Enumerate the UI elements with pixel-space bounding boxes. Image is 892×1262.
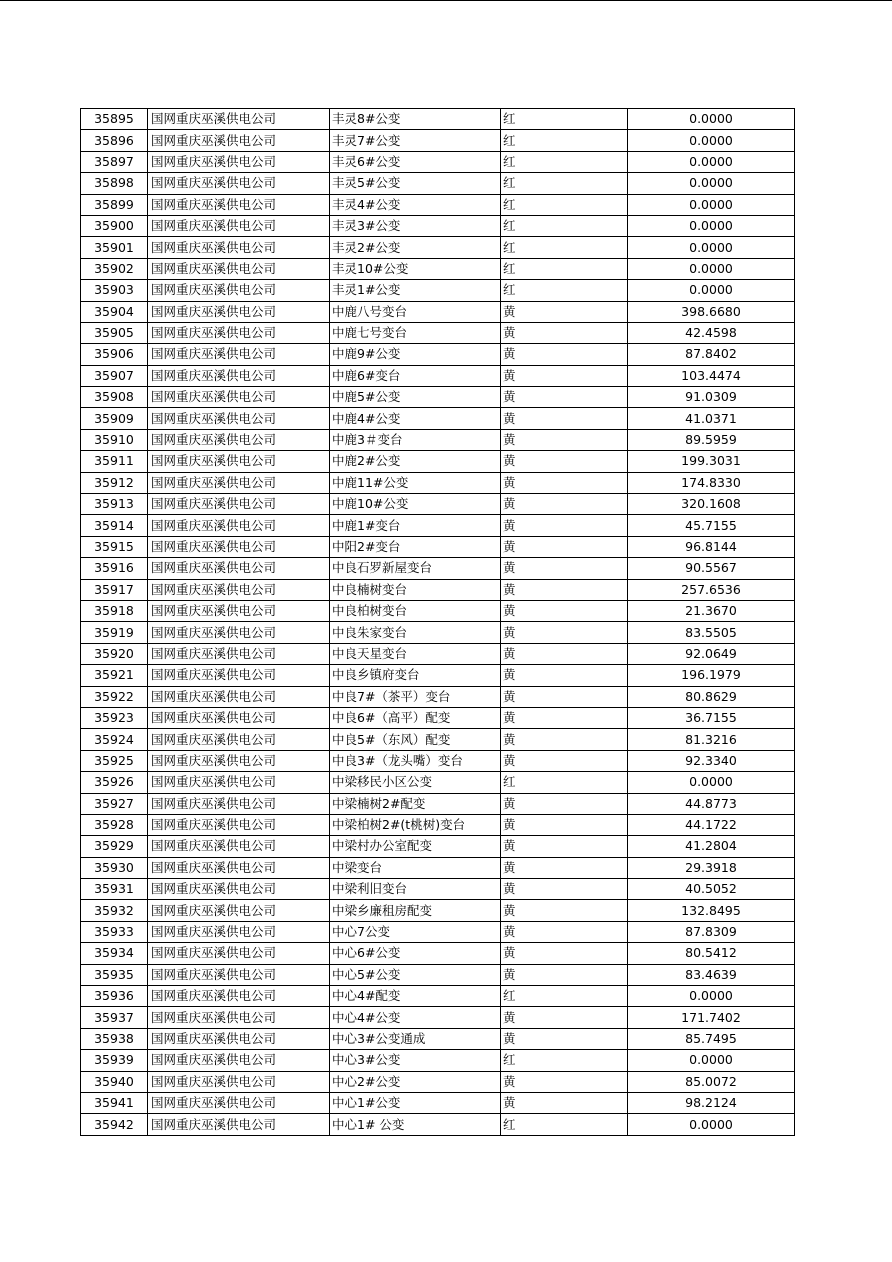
value-cell: 199.3031 xyxy=(628,451,795,472)
status-cell: 黄 xyxy=(501,622,628,643)
status-cell: 黄 xyxy=(501,579,628,600)
transformer-name-cell: 丰灵6#公变 xyxy=(330,151,501,172)
status-cell: 黄 xyxy=(501,1028,628,1049)
status-cell: 红 xyxy=(501,151,628,172)
table-row xyxy=(81,130,795,151)
table-row xyxy=(81,301,795,322)
value-cell: 98.2124 xyxy=(628,1092,795,1113)
org-cell: 国网重庆巫溪供电公司 xyxy=(148,900,330,921)
status-cell: 黄 xyxy=(501,879,628,900)
transformer-name-cell: 中良楠树变台 xyxy=(330,579,501,600)
status-cell: 红 xyxy=(501,1050,628,1071)
transformer-name-cell: 中梁利旧变台 xyxy=(330,879,501,900)
transformer-name-cell: 中鹿1#变台 xyxy=(330,515,501,536)
org-cell: 国网重庆巫溪供电公司 xyxy=(148,280,330,301)
status-cell: 红 xyxy=(501,215,628,236)
table-row xyxy=(81,194,795,215)
table-row xyxy=(81,986,795,1007)
value-cell: 90.5567 xyxy=(628,558,795,579)
data-table xyxy=(80,108,795,1136)
table-row xyxy=(81,879,795,900)
org-cell: 国网重庆巫溪供电公司 xyxy=(148,322,330,343)
value-cell: 41.2804 xyxy=(628,836,795,857)
value-cell: 80.8629 xyxy=(628,686,795,707)
row-id-cell: 35920 xyxy=(81,643,148,664)
transformer-name-cell: 中心1# 公变 xyxy=(330,1114,501,1135)
row-id-cell: 35941 xyxy=(81,1092,148,1113)
row-id-cell: 35906 xyxy=(81,344,148,365)
transformer-name-cell: 中梁变台 xyxy=(330,857,501,878)
value-cell: 21.3670 xyxy=(628,600,795,621)
transformer-name-cell: 中心5#公变 xyxy=(330,964,501,985)
value-cell: 0.0000 xyxy=(628,986,795,1007)
transformer-name-cell: 丰灵10#公变 xyxy=(330,258,501,279)
org-cell: 国网重庆巫溪供电公司 xyxy=(148,109,330,130)
org-cell: 国网重庆巫溪供电公司 xyxy=(148,173,330,194)
value-cell: 0.0000 xyxy=(628,151,795,172)
status-cell: 黄 xyxy=(501,643,628,664)
status-cell: 黄 xyxy=(501,793,628,814)
transformer-name-cell: 丰灵4#公变 xyxy=(330,194,501,215)
org-cell: 国网重庆巫溪供电公司 xyxy=(148,921,330,942)
table-row xyxy=(81,857,795,878)
table-row xyxy=(81,322,795,343)
transformer-name-cell: 丰灵7#公变 xyxy=(330,130,501,151)
status-cell: 红 xyxy=(501,986,628,1007)
status-cell: 黄 xyxy=(501,707,628,728)
org-cell: 国网重庆巫溪供电公司 xyxy=(148,750,330,771)
value-cell: 41.0371 xyxy=(628,408,795,429)
status-cell: 红 xyxy=(501,258,628,279)
transformer-name-cell: 中鹿3＃变台 xyxy=(330,429,501,450)
value-cell: 0.0000 xyxy=(628,772,795,793)
org-cell: 国网重庆巫溪供电公司 xyxy=(148,579,330,600)
row-id-cell: 35933 xyxy=(81,921,148,942)
org-cell: 国网重庆巫溪供电公司 xyxy=(148,451,330,472)
table-body xyxy=(81,109,795,1136)
status-cell: 黄 xyxy=(501,600,628,621)
org-cell: 国网重庆巫溪供电公司 xyxy=(148,1114,330,1135)
row-id-cell: 35932 xyxy=(81,900,148,921)
row-id-cell: 35909 xyxy=(81,408,148,429)
row-id-cell: 35914 xyxy=(81,515,148,536)
transformer-name-cell: 中良天星变台 xyxy=(330,643,501,664)
row-id-cell: 35927 xyxy=(81,793,148,814)
value-cell: 0.0000 xyxy=(628,215,795,236)
org-cell: 国网重庆巫溪供电公司 xyxy=(148,429,330,450)
org-cell: 国网重庆巫溪供电公司 xyxy=(148,814,330,835)
status-cell: 黄 xyxy=(501,451,628,472)
status-cell: 黄 xyxy=(501,1071,628,1092)
row-id-cell: 35919 xyxy=(81,622,148,643)
row-id-cell: 35911 xyxy=(81,451,148,472)
value-cell: 0.0000 xyxy=(628,1114,795,1135)
org-cell: 国网重庆巫溪供电公司 xyxy=(148,194,330,215)
transformer-name-cell: 中梁楠树2#配变 xyxy=(330,793,501,814)
status-cell: 红 xyxy=(501,1114,628,1135)
transformer-name-cell: 中心4#公变 xyxy=(330,1007,501,1028)
value-cell: 44.8773 xyxy=(628,793,795,814)
value-cell: 29.3918 xyxy=(628,857,795,878)
row-id-cell: 35931 xyxy=(81,879,148,900)
table-row xyxy=(81,536,795,557)
table-row xyxy=(81,579,795,600)
transformer-name-cell: 中鹿10#公变 xyxy=(330,494,501,515)
transformer-name-cell: 中鹿2#公变 xyxy=(330,451,501,472)
status-cell: 黄 xyxy=(501,472,628,493)
transformer-name-cell: 中良朱家变台 xyxy=(330,622,501,643)
status-cell: 黄 xyxy=(501,322,628,343)
table-row xyxy=(81,643,795,664)
transformer-name-cell: 中鹿4#公变 xyxy=(330,408,501,429)
table-row xyxy=(81,558,795,579)
status-cell: 黄 xyxy=(501,387,628,408)
org-cell: 国网重庆巫溪供电公司 xyxy=(148,643,330,664)
table-row xyxy=(81,151,795,172)
transformer-name-cell: 中心7公变 xyxy=(330,921,501,942)
transformer-name-cell: 中梁柏树2#(t桃树)变台 xyxy=(330,814,501,835)
org-cell: 国网重庆巫溪供电公司 xyxy=(148,622,330,643)
transformer-name-cell: 丰灵5#公变 xyxy=(330,173,501,194)
table-row xyxy=(81,814,795,835)
table-row xyxy=(81,387,795,408)
status-cell: 黄 xyxy=(501,686,628,707)
row-id-cell: 35900 xyxy=(81,215,148,236)
value-cell: 0.0000 xyxy=(628,109,795,130)
table-row xyxy=(81,1092,795,1113)
org-cell: 国网重庆巫溪供电公司 xyxy=(148,515,330,536)
value-cell: 96.8144 xyxy=(628,536,795,557)
table-row xyxy=(81,665,795,686)
row-id-cell: 35934 xyxy=(81,943,148,964)
value-cell: 85.7495 xyxy=(628,1028,795,1049)
table-row xyxy=(81,408,795,429)
row-id-cell: 35896 xyxy=(81,130,148,151)
transformer-name-cell: 丰灵3#公变 xyxy=(330,215,501,236)
transformer-name-cell: 中良7#（茶平）变台 xyxy=(330,686,501,707)
status-cell: 黄 xyxy=(501,814,628,835)
org-cell: 国网重庆巫溪供电公司 xyxy=(148,986,330,1007)
status-cell: 黄 xyxy=(501,344,628,365)
table-row xyxy=(81,258,795,279)
org-cell: 国网重庆巫溪供电公司 xyxy=(148,387,330,408)
transformer-name-cell: 中梁村办公室配变 xyxy=(330,836,501,857)
table-row xyxy=(81,1071,795,1092)
status-cell: 红 xyxy=(501,237,628,258)
table-row xyxy=(81,173,795,194)
value-cell: 0.0000 xyxy=(628,280,795,301)
table-row xyxy=(81,1028,795,1049)
value-cell: 87.8309 xyxy=(628,921,795,942)
status-cell: 黄 xyxy=(501,515,628,536)
table-row xyxy=(81,600,795,621)
transformer-name-cell: 中鹿6#变台 xyxy=(330,365,501,386)
status-cell: 黄 xyxy=(501,921,628,942)
transformer-name-cell: 中良柏树变台 xyxy=(330,600,501,621)
org-cell: 国网重庆巫溪供电公司 xyxy=(148,1071,330,1092)
value-cell: 0.0000 xyxy=(628,237,795,258)
table-row xyxy=(81,686,795,707)
value-cell: 81.3216 xyxy=(628,729,795,750)
transformer-name-cell: 中鹿八号变台 xyxy=(330,301,501,322)
row-id-cell: 35923 xyxy=(81,707,148,728)
table-row xyxy=(81,344,795,365)
org-cell: 国网重庆巫溪供电公司 xyxy=(148,836,330,857)
table-row xyxy=(81,943,795,964)
transformer-name-cell: 中良5#（东风）配变 xyxy=(330,729,501,750)
status-cell: 黄 xyxy=(501,1007,628,1028)
transformer-name-cell: 中心2#公变 xyxy=(330,1071,501,1092)
value-cell: 36.7155 xyxy=(628,707,795,728)
org-cell: 国网重庆巫溪供电公司 xyxy=(148,600,330,621)
status-cell: 黄 xyxy=(501,408,628,429)
org-cell: 国网重庆巫溪供电公司 xyxy=(148,130,330,151)
table-row xyxy=(81,707,795,728)
org-cell: 国网重庆巫溪供电公司 xyxy=(148,301,330,322)
table-row xyxy=(81,109,795,130)
table-row xyxy=(81,921,795,942)
value-cell: 89.5959 xyxy=(628,429,795,450)
value-cell: 87.8402 xyxy=(628,344,795,365)
value-cell: 85.0072 xyxy=(628,1071,795,1092)
row-id-cell: 35908 xyxy=(81,387,148,408)
row-id-cell: 35904 xyxy=(81,301,148,322)
org-cell: 国网重庆巫溪供电公司 xyxy=(148,1028,330,1049)
org-cell: 国网重庆巫溪供电公司 xyxy=(148,793,330,814)
status-cell: 红 xyxy=(501,772,628,793)
org-cell: 国网重庆巫溪供电公司 xyxy=(148,472,330,493)
transformer-name-cell: 中阳2#变台 xyxy=(330,536,501,557)
org-cell: 国网重庆巫溪供电公司 xyxy=(148,344,330,365)
row-id-cell: 35918 xyxy=(81,600,148,621)
org-cell: 国网重庆巫溪供电公司 xyxy=(148,408,330,429)
status-cell: 黄 xyxy=(501,536,628,557)
value-cell: 171.7402 xyxy=(628,1007,795,1028)
status-cell: 红 xyxy=(501,130,628,151)
transformer-name-cell: 中梁移民小区公变 xyxy=(330,772,501,793)
table-row xyxy=(81,280,795,301)
org-cell: 国网重庆巫溪供电公司 xyxy=(148,729,330,750)
org-cell: 国网重庆巫溪供电公司 xyxy=(148,707,330,728)
org-cell: 国网重庆巫溪供电公司 xyxy=(148,964,330,985)
value-cell: 83.4639 xyxy=(628,964,795,985)
org-cell: 国网重庆巫溪供电公司 xyxy=(148,772,330,793)
table-row xyxy=(81,1114,795,1135)
org-cell: 国网重庆巫溪供电公司 xyxy=(148,258,330,279)
value-cell: 0.0000 xyxy=(628,173,795,194)
status-cell: 黄 xyxy=(501,558,628,579)
table-row xyxy=(81,429,795,450)
org-cell: 国网重庆巫溪供电公司 xyxy=(148,1092,330,1113)
transformer-name-cell: 中心6#公变 xyxy=(330,943,501,964)
row-id-cell: 35912 xyxy=(81,472,148,493)
status-cell: 黄 xyxy=(501,729,628,750)
transformer-name-cell: 中良乡镇府变台 xyxy=(330,665,501,686)
value-cell: 196.1979 xyxy=(628,665,795,686)
status-cell: 红 xyxy=(501,194,628,215)
transformer-name-cell: 中良石罗新屋变台 xyxy=(330,558,501,579)
row-id-cell: 35917 xyxy=(81,579,148,600)
row-id-cell: 35936 xyxy=(81,986,148,1007)
transformer-name-cell: 中良6#（高平）配变 xyxy=(330,707,501,728)
value-cell: 91.0309 xyxy=(628,387,795,408)
table-row xyxy=(81,237,795,258)
org-cell: 国网重庆巫溪供电公司 xyxy=(148,1007,330,1028)
table-row xyxy=(81,1007,795,1028)
org-cell: 国网重庆巫溪供电公司 xyxy=(148,237,330,258)
value-cell: 92.3340 xyxy=(628,750,795,771)
status-cell: 黄 xyxy=(501,943,628,964)
table-row xyxy=(81,772,795,793)
table-row xyxy=(81,836,795,857)
table-row xyxy=(81,750,795,771)
table-row xyxy=(81,515,795,536)
row-id-cell: 35910 xyxy=(81,429,148,450)
status-cell: 黄 xyxy=(501,665,628,686)
page-top-rule xyxy=(0,0,892,1)
org-cell: 国网重庆巫溪供电公司 xyxy=(148,558,330,579)
row-id-cell: 35913 xyxy=(81,494,148,515)
table-row xyxy=(81,215,795,236)
row-id-cell: 35897 xyxy=(81,151,148,172)
org-cell: 国网重庆巫溪供电公司 xyxy=(148,536,330,557)
status-cell: 黄 xyxy=(501,301,628,322)
row-id-cell: 35907 xyxy=(81,365,148,386)
value-cell: 174.8330 xyxy=(628,472,795,493)
row-id-cell: 35930 xyxy=(81,857,148,878)
status-cell: 黄 xyxy=(501,836,628,857)
status-cell: 黄 xyxy=(501,1092,628,1113)
value-cell: 257.6536 xyxy=(628,579,795,600)
row-id-cell: 35921 xyxy=(81,665,148,686)
org-cell: 国网重庆巫溪供电公司 xyxy=(148,943,330,964)
row-id-cell: 35915 xyxy=(81,536,148,557)
table-row xyxy=(81,964,795,985)
row-id-cell: 35925 xyxy=(81,750,148,771)
row-id-cell: 35898 xyxy=(81,173,148,194)
transformer-name-cell: 中鹿七号变台 xyxy=(330,322,501,343)
value-cell: 44.1722 xyxy=(628,814,795,835)
status-cell: 黄 xyxy=(501,750,628,771)
row-id-cell: 35895 xyxy=(81,109,148,130)
transformer-name-cell: 丰灵1#公变 xyxy=(330,280,501,301)
row-id-cell: 35916 xyxy=(81,558,148,579)
status-cell: 红 xyxy=(501,280,628,301)
table-row xyxy=(81,451,795,472)
status-cell: 黄 xyxy=(501,964,628,985)
transformer-name-cell: 中鹿9#公变 xyxy=(330,344,501,365)
row-id-cell: 35938 xyxy=(81,1028,148,1049)
transformer-name-cell: 中良3#（龙头嘴）变台 xyxy=(330,750,501,771)
table-row xyxy=(81,365,795,386)
row-id-cell: 35899 xyxy=(81,194,148,215)
org-cell: 国网重庆巫溪供电公司 xyxy=(148,151,330,172)
transformer-name-cell: 中心4#配变 xyxy=(330,986,501,1007)
table-row xyxy=(81,472,795,493)
value-cell: 92.0649 xyxy=(628,643,795,664)
value-cell: 80.5412 xyxy=(628,943,795,964)
row-id-cell: 35922 xyxy=(81,686,148,707)
row-id-cell: 35924 xyxy=(81,729,148,750)
table-row xyxy=(81,622,795,643)
value-cell: 45.7155 xyxy=(628,515,795,536)
row-id-cell: 35937 xyxy=(81,1007,148,1028)
table-row xyxy=(81,900,795,921)
row-id-cell: 35928 xyxy=(81,814,148,835)
value-cell: 398.6680 xyxy=(628,301,795,322)
value-cell: 0.0000 xyxy=(628,1050,795,1071)
transformer-name-cell: 中鹿5#公变 xyxy=(330,387,501,408)
value-cell: 0.0000 xyxy=(628,194,795,215)
org-cell: 国网重庆巫溪供电公司 xyxy=(148,857,330,878)
table-row xyxy=(81,729,795,750)
org-cell: 国网重庆巫溪供电公司 xyxy=(148,665,330,686)
status-cell: 黄 xyxy=(501,365,628,386)
transformer-name-cell: 中梁乡廉租房配变 xyxy=(330,900,501,921)
row-id-cell: 35905 xyxy=(81,322,148,343)
status-cell: 黄 xyxy=(501,857,628,878)
value-cell: 83.5505 xyxy=(628,622,795,643)
table-row xyxy=(81,793,795,814)
org-cell: 国网重庆巫溪供电公司 xyxy=(148,879,330,900)
value-cell: 320.1608 xyxy=(628,494,795,515)
transformer-name-cell: 中心3#公变 xyxy=(330,1050,501,1071)
org-cell: 国网重庆巫溪供电公司 xyxy=(148,494,330,515)
transformer-name-cell: 中心1#公变 xyxy=(330,1092,501,1113)
value-cell: 40.5052 xyxy=(628,879,795,900)
status-cell: 红 xyxy=(501,109,628,130)
transformer-name-cell: 丰灵2#公变 xyxy=(330,237,501,258)
transformer-name-cell: 中鹿11#公变 xyxy=(330,472,501,493)
transformer-name-cell: 中心3#公变通成 xyxy=(330,1028,501,1049)
table-row xyxy=(81,1050,795,1071)
row-id-cell: 35901 xyxy=(81,237,148,258)
status-cell: 黄 xyxy=(501,494,628,515)
table-row xyxy=(81,494,795,515)
transformer-name-cell: 丰灵8#公变 xyxy=(330,109,501,130)
value-cell: 0.0000 xyxy=(628,258,795,279)
row-id-cell: 35940 xyxy=(81,1071,148,1092)
org-cell: 国网重庆巫溪供电公司 xyxy=(148,1050,330,1071)
org-cell: 国网重庆巫溪供电公司 xyxy=(148,686,330,707)
value-cell: 42.4598 xyxy=(628,322,795,343)
row-id-cell: 35902 xyxy=(81,258,148,279)
value-cell: 103.4474 xyxy=(628,365,795,386)
org-cell: 国网重庆巫溪供电公司 xyxy=(148,365,330,386)
org-cell: 国网重庆巫溪供电公司 xyxy=(148,215,330,236)
row-id-cell: 35942 xyxy=(81,1114,148,1135)
status-cell: 红 xyxy=(501,173,628,194)
status-cell: 黄 xyxy=(501,900,628,921)
status-cell: 黄 xyxy=(501,429,628,450)
value-cell: 132.8495 xyxy=(628,900,795,921)
row-id-cell: 35903 xyxy=(81,280,148,301)
row-id-cell: 35926 xyxy=(81,772,148,793)
value-cell: 0.0000 xyxy=(628,130,795,151)
row-id-cell: 35929 xyxy=(81,836,148,857)
row-id-cell: 35935 xyxy=(81,964,148,985)
row-id-cell: 35939 xyxy=(81,1050,148,1071)
